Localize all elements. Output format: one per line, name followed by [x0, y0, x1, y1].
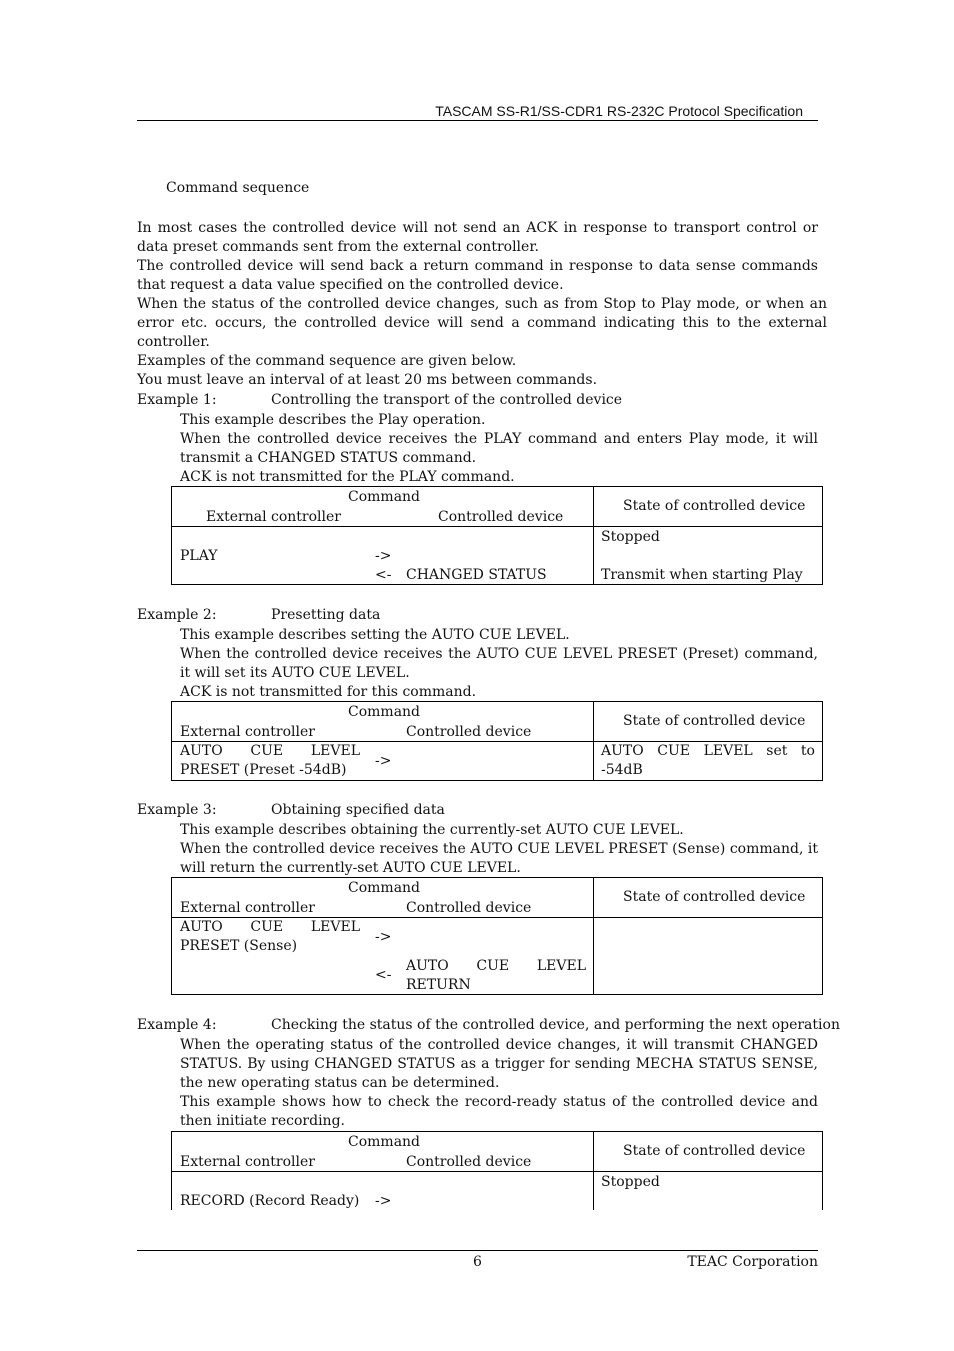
- state-header-cell: [594, 487, 823, 527]
- state-header: State of controlled device: [623, 498, 806, 514]
- intro-paragraphs: [137, 219, 827, 390]
- example-2-label: Example 2:: [137, 607, 217, 623]
- command-header-cell: [172, 702, 594, 742]
- state-text: AUTO CUE LEVEL set to: [601, 743, 815, 759]
- command-body-cell: [172, 1172, 594, 1211]
- example-1-table: [171, 486, 823, 585]
- example-2-table: [171, 701, 823, 781]
- command-body-cell: [172, 742, 594, 781]
- external-controller-header: External controller: [206, 509, 341, 525]
- intro-paragraph: In most cases the controlled device will not send an ACK in response to transport control or data preset commands sent from the external controller.: [137, 220, 818, 255]
- example-4-table-clip: [171, 1131, 823, 1210]
- arrow-right: ->: [375, 929, 392, 945]
- example-4-description: [180, 1036, 818, 1131]
- state-text: -54dB: [601, 762, 643, 778]
- external-controller-header: External controller: [180, 724, 315, 740]
- footer-rule: [137, 1250, 818, 1251]
- description-line: ACK is not transmitted for the PLAY command.: [180, 469, 515, 485]
- controlled-device-header: Controlled device: [438, 509, 564, 525]
- command-header-cell: [172, 487, 594, 527]
- state-text: Transmit when starting Play: [601, 567, 803, 583]
- state-text: Stopped: [601, 529, 660, 545]
- header-rule: [137, 120, 818, 121]
- command-header: Command: [348, 489, 421, 505]
- example-2-title: Presetting data: [271, 607, 381, 623]
- external-command: PRESET (Sense): [180, 938, 298, 954]
- arrow-right: ->: [375, 548, 392, 564]
- state-body-cell: [594, 742, 823, 781]
- example-2-description: [180, 626, 818, 702]
- state-header-cell: [594, 702, 823, 742]
- state-text: Stopped: [601, 1174, 660, 1190]
- command-header: Command: [348, 1134, 421, 1150]
- state-header: State of controlled device: [623, 713, 806, 729]
- state-header: State of controlled device: [623, 889, 806, 905]
- controlled-device-header: Controlled device: [406, 724, 532, 740]
- intro-paragraph: Examples of the command sequence are given below.: [137, 353, 517, 369]
- description-line: When the operating status of the controlled device changes, it will transmit CHANGED STATUS. By using CHANGED STATUS as a trigger for sending MECHA STATUS SENSE, the new operating status can be determined.: [180, 1037, 818, 1091]
- external-controller-header: External controller: [180, 1154, 315, 1170]
- device-command: CHANGED STATUS: [406, 567, 547, 583]
- state-body-cell: [594, 527, 823, 585]
- controlled-device-header: Controlled device: [406, 900, 532, 916]
- command-header: Command: [348, 704, 421, 720]
- description-line: This example describes setting the AUTO CUE LEVEL.: [180, 627, 570, 643]
- arrow-left: <-: [375, 567, 392, 583]
- example-1-title: Controlling the transport of the controlled device: [271, 392, 623, 408]
- section-heading: Command sequence: [166, 180, 310, 196]
- command-body-cell: [172, 527, 594, 585]
- example-3-label: Example 3:: [137, 802, 217, 818]
- state-body-cell: [594, 918, 823, 995]
- command-body-cell: [172, 918, 594, 995]
- description-line: ACK is not transmitted for this command.: [180, 684, 477, 700]
- external-command: RECORD (Record Ready): [180, 1193, 360, 1209]
- arrow-right: ->: [375, 1193, 392, 1209]
- example-3-table: [171, 877, 823, 995]
- example-1-description: [180, 411, 818, 487]
- description-line: When the controlled device receives the PLAY command and enters Play mode, it will transmit a CHANGED STATUS command.: [180, 431, 818, 466]
- arrow-left: <-: [375, 967, 392, 983]
- intro-paragraph: The controlled device will send back a return command in response to data sense commands that request a data value specified on the controlled device.: [137, 258, 818, 293]
- controlled-device-header: Controlled device: [406, 1154, 532, 1170]
- description-line: This example describes the Play operation.: [180, 412, 486, 428]
- document-header-title: TASCAM SS-R1/SS-CDR1 RS-232C Protocol Specification: [435, 103, 803, 119]
- command-header-cell: [172, 878, 594, 918]
- example-3-title: Obtaining specified data: [271, 802, 445, 818]
- example-4-label: Example 4:: [137, 1017, 217, 1033]
- example-3-description: [180, 821, 818, 878]
- intro-paragraph: When the status of the controlled device changes, such as from Stop to Play mode, or when an error etc. occurs, the controlled device will send a command indicating this to the external controller.: [137, 296, 827, 350]
- description-line: When the controlled device receives the AUTO CUE LEVEL PRESET (Sense) command, it will return the currently-set AUTO CUE LEVEL.: [180, 841, 818, 876]
- page-number: 6: [473, 1254, 482, 1270]
- example-4-table: [171, 1131, 823, 1210]
- external-command: PLAY: [180, 548, 218, 564]
- description-line: This example shows how to check the record-ready status of the controlled device and then initiate recording.: [180, 1094, 818, 1129]
- device-command: AUTO CUE LEVEL: [406, 958, 586, 974]
- arrow-right: ->: [375, 753, 392, 769]
- example-4-title: Checking the status of the controlled device, and performing the next operation: [271, 1017, 840, 1033]
- command-header-cell: [172, 1132, 594, 1172]
- intro-paragraph: You must leave an interval of at least 20 ms between commands.: [137, 372, 598, 388]
- description-line: This example describes obtaining the currently-set AUTO CUE LEVEL.: [180, 822, 684, 838]
- external-command: AUTO CUE LEVEL: [180, 919, 360, 935]
- description-line: When the controlled device receives the AUTO CUE LEVEL PRESET (Preset) command, it will set its AUTO CUE LEVEL.: [180, 646, 818, 681]
- device-command: RETURN: [406, 977, 471, 993]
- state-header: State of controlled device: [623, 1143, 806, 1159]
- external-controller-header: External controller: [180, 900, 315, 916]
- state-header-cell: [594, 1132, 823, 1172]
- footer-company: TEAC Corporation: [687, 1254, 818, 1270]
- example-1-label: Example 1:: [137, 392, 217, 408]
- state-header-cell: [594, 878, 823, 918]
- external-command: PRESET (Preset -54dB): [180, 762, 347, 778]
- external-command: AUTO CUE LEVEL: [180, 743, 360, 759]
- command-header: Command: [348, 880, 421, 896]
- state-body-cell: [594, 1172, 823, 1211]
